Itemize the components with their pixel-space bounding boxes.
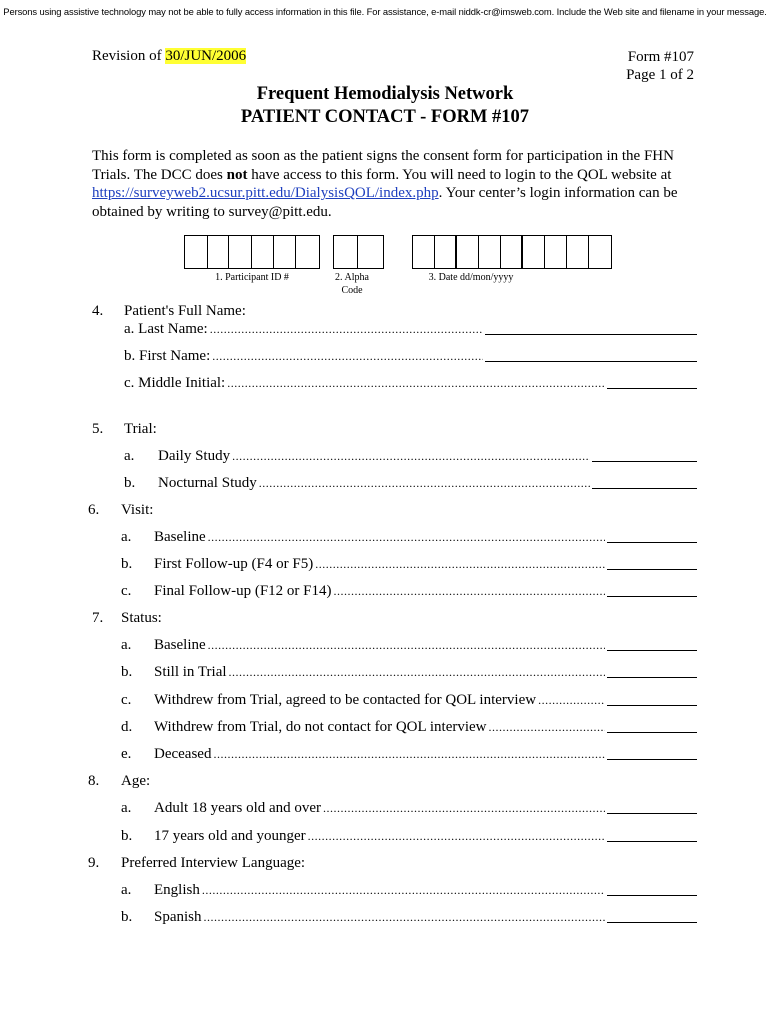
date-box[interactable] [413, 236, 435, 268]
q5a-row [158, 448, 697, 465]
participant-id-label: 1. Participant ID # [215, 272, 289, 283]
q4b-first-name-row [124, 348, 697, 365]
q5a-letter: a. [124, 448, 135, 464]
participant-id-box[interactable] [274, 236, 297, 268]
age-adult-field[interactable] [607, 813, 697, 814]
leader-dots [323, 800, 605, 817]
leader-dots [308, 828, 605, 845]
q9b-letter: b. [121, 909, 133, 925]
status-baseline-field[interactable] [607, 650, 697, 651]
date-box[interactable] [567, 236, 589, 268]
q8-label: Age: [121, 773, 151, 789]
qol-website-link[interactable]: https://surveyweb2.ucsur.pitt.edu/DialysisQOL/index.php [92, 185, 439, 202]
participant-id-box[interactable] [208, 236, 230, 268]
q4c-label: c. Middle Initial: [124, 375, 226, 391]
q7c-row [154, 692, 697, 709]
q9a-row [154, 882, 697, 899]
participant-id-box[interactable] [252, 236, 274, 268]
q4-label: Patient's Full Name: [124, 303, 246, 319]
q7a-label: Baseline [154, 637, 206, 653]
q5b-label: Nocturnal Study [158, 475, 257, 491]
q8b-label: 17 years old and younger [154, 828, 306, 844]
last-name-field[interactable] [485, 334, 697, 335]
q6c-row [154, 583, 697, 600]
form-number-block [626, 48, 694, 84]
leader-dots [259, 475, 590, 492]
q6a-label: Baseline [154, 529, 206, 545]
q6-label: Visit: [121, 502, 154, 518]
q9b-label: Spanish [154, 909, 202, 925]
participant-id-box[interactable] [296, 236, 319, 268]
revision-line [92, 48, 246, 65]
form-number: Form #107 [627, 49, 694, 65]
revision-date: 30/JUN/2006 [165, 48, 247, 64]
q8-number: 8. [88, 773, 100, 789]
leader-dots [489, 719, 605, 736]
leader-dots [229, 664, 605, 681]
q6c-label: Final Follow-up (F12 or F14) [154, 583, 332, 599]
intro-paragraph [92, 147, 692, 221]
middle-initial-field[interactable] [607, 388, 697, 389]
q5-label: Trial: [124, 421, 157, 437]
q7-label: Status: [121, 610, 162, 626]
q7e-letter: e. [121, 746, 132, 762]
q9b-row [154, 909, 697, 926]
q9a-label: English [154, 882, 200, 898]
visit-baseline-field[interactable] [607, 542, 697, 543]
date-box[interactable] [457, 236, 479, 268]
leader-dots [213, 746, 605, 763]
leader-dots [232, 448, 590, 465]
q7-number: 7. [92, 610, 104, 626]
q6a-letter: a. [121, 529, 132, 545]
q7b-label: Still in Trial [154, 664, 227, 680]
q7a-row [154, 637, 697, 654]
q4-number: 4. [92, 303, 104, 319]
date-box[interactable] [501, 236, 523, 268]
intro-bold: not [226, 166, 248, 183]
date-box[interactable] [523, 236, 545, 268]
date-boxes[interactable] [412, 235, 612, 269]
alpha-code-boxes[interactable] [333, 235, 384, 269]
participant-id-box[interactable] [229, 236, 252, 268]
q7c-letter: c. [121, 692, 132, 708]
leader-dots [538, 692, 605, 709]
leader-dots [208, 637, 605, 654]
q6a-row [154, 529, 697, 546]
q7a-letter: a. [121, 637, 132, 653]
q4c-middle-initial-row [124, 375, 697, 392]
revision-prefix: Revision of [92, 48, 166, 64]
status-still-in-trial-field[interactable] [607, 677, 697, 678]
visit-first-followup-field[interactable] [607, 569, 697, 570]
date-box[interactable] [589, 236, 611, 268]
first-name-field[interactable] [485, 361, 697, 362]
q7d-row [154, 719, 697, 736]
leader-dots [315, 556, 605, 573]
leader-dots [227, 375, 605, 392]
date-box[interactable] [479, 236, 501, 268]
q7d-letter: d. [121, 719, 133, 735]
nocturnal-study-field[interactable] [592, 488, 697, 489]
age-minor-field[interactable] [607, 841, 697, 842]
q7e-row [154, 746, 697, 763]
alpha-code-box[interactable] [334, 236, 358, 268]
participant-id-box[interactable] [185, 236, 208, 268]
q5-number: 5. [92, 421, 104, 437]
q4b-label: b. First Name: [124, 348, 211, 364]
q7e-label: Deceased [154, 746, 212, 762]
alpha-code-label-line2: Code [341, 285, 363, 296]
q6c-letter: c. [121, 583, 132, 599]
leader-dots [202, 882, 605, 899]
alpha-code-label-line1: 2. Alpha [335, 272, 369, 283]
q5b-row [158, 475, 697, 492]
intro-text-3: . Your center’s login information can be obtained by writing to survey@pitt.edu. [92, 185, 678, 220]
alpha-code-label [322, 271, 382, 297]
intro-text-2: have access to this form. You will need to login to the QOL website at [247, 166, 672, 183]
q6b-letter: b. [121, 556, 133, 572]
q4a-last-name-row [124, 321, 697, 338]
leader-dots [204, 909, 605, 926]
visit-final-followup-field[interactable] [607, 596, 697, 597]
q4a-label: a. Last Name: [124, 321, 208, 337]
q5b-letter: b. [124, 475, 136, 491]
q6b-row [154, 556, 697, 573]
date-box[interactable] [435, 236, 457, 268]
status-deceased-field[interactable] [607, 759, 697, 760]
network-title: Frequent Hemodialysis Network [256, 84, 514, 104]
q8b-row [154, 828, 697, 845]
form-title: PATIENT CONTACT - FORM #107 [240, 107, 530, 127]
daily-study-field[interactable] [592, 461, 697, 462]
q8a-row [154, 800, 697, 817]
participant-id-boxes[interactable] [184, 235, 320, 269]
q6b-label: First Follow-up (F4 or F5) [154, 556, 314, 572]
page-indicator: Page 1 of 2 [626, 67, 694, 83]
q8a-letter: a. [121, 800, 132, 816]
q7d-label: Withdrew from Trial, do not contact for QOL interview [154, 719, 487, 735]
q9a-letter: a. [121, 882, 132, 898]
status-withdrew-no-contact-field[interactable] [607, 732, 697, 733]
q5a-label: Daily Study [158, 448, 231, 464]
q6-number: 6. [88, 502, 100, 518]
language-spanish-field[interactable] [607, 922, 697, 923]
leader-dots [212, 348, 483, 365]
intro-text-1: This form is completed as soon as the patient signs the consent form for participation in the FHN Trials. The DCC does [92, 148, 674, 183]
q9-number: 9. [88, 855, 100, 871]
language-english-field[interactable] [607, 895, 697, 896]
q9-label: Preferred Interview Language: [121, 855, 306, 871]
alpha-code-box[interactable] [358, 236, 383, 268]
q7b-letter: b. [121, 664, 133, 680]
leader-dots [334, 583, 605, 600]
status-withdrew-contact-field[interactable] [607, 705, 697, 706]
q8b-letter: b. [121, 828, 133, 844]
q7c-label: Withdrew from Trial, agreed to be contacted for QOL interview [154, 692, 537, 708]
date-box[interactable] [545, 236, 567, 268]
leader-dots [210, 321, 483, 338]
q8a-label: Adult 18 years old and over [154, 800, 322, 816]
leader-dots [208, 529, 605, 546]
q7b-row [154, 664, 697, 681]
accessibility-notice: Persons using assistive technology may not be able to fully access information in this file. For assistance, e-mail niddk-cr@imsweb.com. Include the Web site and filename in your message. [3, 6, 767, 17]
date-label: 3. Date dd/mon/yyyy [428, 272, 514, 283]
